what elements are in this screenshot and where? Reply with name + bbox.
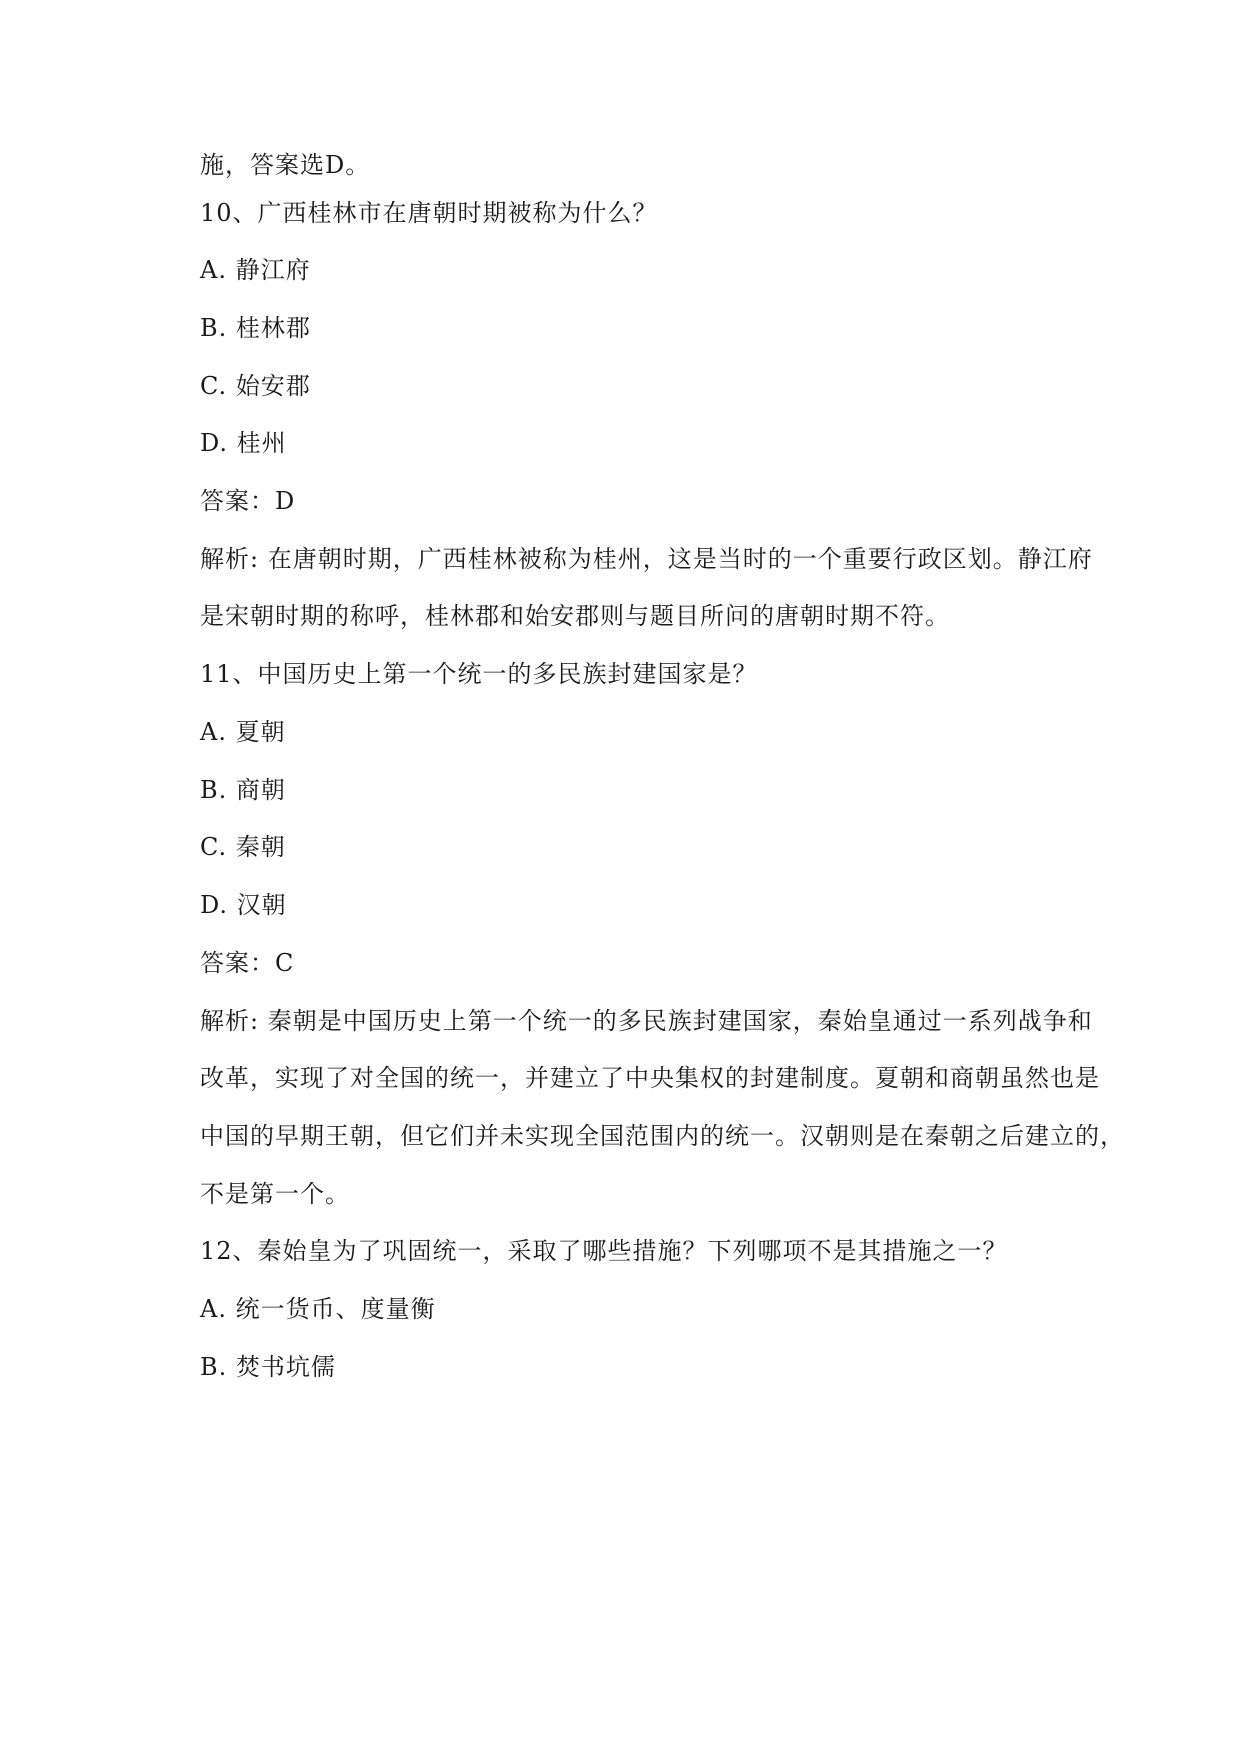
q10-option-b: B. 桂林郡	[200, 314, 311, 342]
q11-explanation-line-2: 改革，实现了对全国的统一，并建立了中央集权的封建制度。夏朝和商朝虽然也是	[200, 1064, 1100, 1092]
text-line-continuation: 施，答案选D。	[200, 151, 371, 179]
question-10: 10、广西桂林市在唐朝时期被称为什么？	[200, 199, 658, 227]
q11-option-d: D. 汉朝	[200, 891, 287, 919]
q11-option-b: B. 商朝	[200, 776, 286, 804]
q12-option-b: B. 焚书坑儒	[200, 1353, 336, 1381]
q11-option-c: C. 秦朝	[200, 833, 286, 861]
q10-answer: 答案：D	[200, 487, 296, 515]
q11-answer: 答案：C	[200, 949, 295, 977]
q11-explanation-line-4: 不是第一个。	[200, 1180, 350, 1208]
q10-option-a: A. 静江府	[200, 256, 311, 284]
q10-explanation-line-1: 解析: 在唐朝时期，广西桂林被称为桂州，这是当时的一个重要行政区划。静江府	[200, 545, 1093, 573]
question-12: 12、秦始皇为了巩固统一，采取了哪些措施？下列哪项不是其措施之一？	[200, 1237, 1008, 1265]
q11-explanation-line-3: 中国的早期王朝，但它们并未实现全国范围内的统一。汉朝则是在秦朝之后建立的，	[200, 1122, 1125, 1150]
q10-explanation-line-2: 是宋朝时期的称呼，桂林郡和始安郡则与题目所问的唐朝时期不符。	[200, 602, 950, 630]
question-11: 11、中国历史上第一个统一的多民族封建国家是？	[200, 660, 758, 688]
q10-option-c: C. 始安郡	[200, 372, 311, 400]
q10-option-d: D. 桂州	[200, 429, 287, 457]
q11-explanation-line-1: 解析: 秦朝是中国历史上第一个统一的多民族封建国家，秦始皇通过一系列战争和	[200, 1007, 1093, 1035]
q11-option-a: A. 夏朝	[200, 718, 286, 746]
q12-option-a: A. 统一货币、度量衡	[200, 1295, 436, 1323]
